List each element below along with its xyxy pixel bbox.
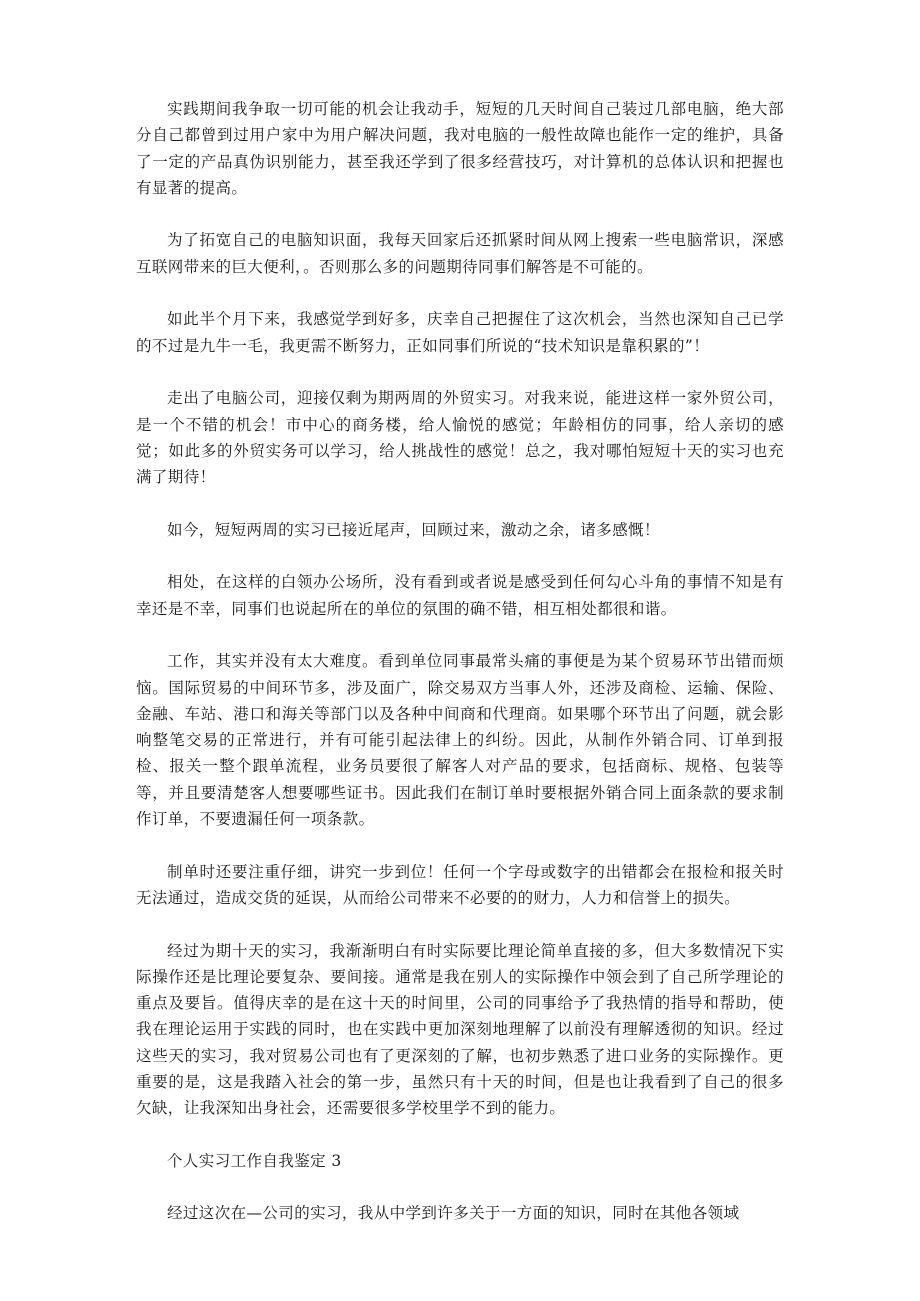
paragraph-1: 实践期间我争取一切可能的机会让我动手，短短的几天时间自己装过几部电脑，绝大部分自己都曾到过用户家中为用户解决问题，我对电脑的一般性故障也能作一定的维护，具备了一定的产品真伪识别能力，甚至我还学到了很多经营技巧，对计算机的总体认识和把握也有显著的提高。 bbox=[136, 100, 784, 197]
paragraph-5: 如今，短短两周的实习已接近尾声，回顾过来，激动之余，诸多感慨！ bbox=[167, 520, 660, 539]
paragraph-10: 经过这次在—公司的实习，我从中学到许多关于一方面的知识，同时在其他各领域 bbox=[167, 1204, 740, 1223]
paragraph-3: 如此半个月下来，我感觉学到好多，庆幸自己把握住了这次机会，当然也深知自己已学的不过是九牛一毛，我更需不断努力，正如同事们所说的“技术知识是靠积累的”！ bbox=[136, 310, 784, 355]
section-heading: 个人实习工作自我鉴定 3 bbox=[167, 1151, 342, 1170]
paragraph-4: 走出了电脑公司，迎接仅剩为期两周的外贸实习。对我来说，能进这样一家外贸公司，是一个不错的机会！市中心的商务楼，给人愉悦的感觉；年龄相仿的同事，给人亲切的感觉；如此多的外贸实务可以学习，给人挑战性的感觉！总之，我对哪怕短短十天的实习也充满了期待！ bbox=[136, 389, 784, 487]
paragraph-2: 为了拓宽自己的电脑知识面，我每天回家后还抓紧时间从网上搜索一些电脑常识，深感互联网带来的巨大便利，。否则那么多的问题期待同事们解答是不可能的。 bbox=[136, 231, 784, 276]
paragraph-8: 制单时还要注重仔细，讲究一步到位！任何一个字母或数字的出错都会在报检和报关时无法通过，造成交货的延误，从而给公司带来不必要的的财力，人力和信誉上的损失。 bbox=[136, 862, 784, 907]
paragraph-9: 经过为期十天的实习，我渐渐明白有时实际要比理论简单直接的多，但大多数情况下实际操作还是比理论要复杂、要间接。通常是我在别人的实际操作中领会到了自己所学理论的重点及要旨。值得庆幸的是在这十天的时间里，公司的同事给予了我热情的指导和帮助，使我在理论运用于实践的同时，也在实践中更加深刻地理解了以前没有理解透彻的知识。经过这些天的实习，我对贸易公司也有了更深刻的了解，也初步熟悉了进口业务的实际操作。更重要的是，这是我踏入社会的第一步，虽然只有十天的时间，但是也让我看到了自己的很多欠缺，让我深知出身社会，还需要很多学校里学不到的能力。 bbox=[136, 941, 784, 1118]
document-body bbox=[136, 96, 784, 1253]
paragraph-7: 工作，其实并没有太大难度。看到单位同事最常头痛的事便是为某个贸易环节出错而烦恼。国际贸易的中间环节多，涉及面广，除交易双方当事人外，还涉及商检、运输、保险、金融、车站、港口和海关等部门以及各种中间商和代理商。如果哪个环节出了问题，就会影响整笔交易的正常进行，并有可能引起法律上的纠纷。因此，从制作外销合同、订单到报检、报关一整个跟单流程，业务员要很了解客人对产品的要求，包括商标、规格、包装等等，并且要清楚客人想要哪些证书。因此我们在制订单时要根据外销合同上面条款的要求制作订单，不要遗漏任何一项条款。 bbox=[136, 652, 784, 829]
paragraph-6: 相处，在这样的白领办公场所，没有看到或者说是感受到任何勾心斗角的事情不知是有幸还是不幸，同事们也说起所在的单位的氛围的确不错，相互相处都很和谐。 bbox=[136, 573, 784, 618]
